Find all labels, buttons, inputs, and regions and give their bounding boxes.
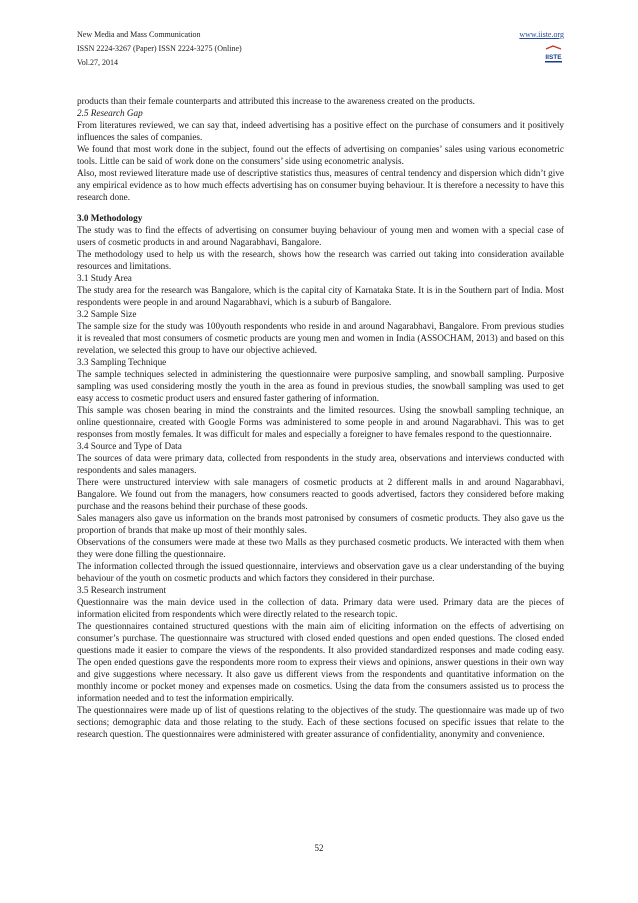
svg-text:IISTE: IISTE [545, 54, 562, 61]
paragraph: The sample techniques selected in administering the questionnaire were purposive sampling, and snowball sampling. Purposive sampling was used considering mostly the youth in the area as found in previous studies, the snowball sampling was used to get easy access to cosmetic product users and ensured faster gathering of information. [77, 369, 564, 403]
paragraph: 3.2 Sample Size [77, 309, 137, 319]
paragraph: Observations of the consumers were made at these two Malls as they purchased cosmetic products. We interacted with them when they were done filling the questionnaire. [77, 537, 564, 559]
journal-website-link[interactable]: www.iiste.org [519, 30, 564, 39]
paragraph: 3.5 Research instrument [77, 585, 167, 595]
paragraph: 3.1 Study Area [77, 273, 132, 283]
subsection-heading: 2.5 Research Gap [77, 108, 143, 118]
paragraph: The sources of data were primary data, collected from respondents in the study area, observations and interviews conducted with respondents and sales managers. [77, 453, 564, 475]
iiste-logo [543, 45, 564, 66]
page-number: 52 [314, 843, 324, 853]
section-heading: 3.0 Methodology [77, 213, 143, 223]
paragraph: The questionnaires were made up of list of questions relating to the objectives of the study. The questionnaire was made up of two sections; demographic data and those relating to the study. Each of these sections focused on specific issues that relate to the research question. The questionnaires were administered with greater assurance of confidentiality, anonymity and convenience. [77, 705, 564, 739]
paragraph: products than their female counterparts and attributed this increase to the awareness created on the products. [77, 96, 475, 106]
paragraph: 3.3 Sampling Technique [77, 357, 167, 367]
page-header [77, 28, 564, 70]
paragraph: From literatures reviewed, we can say that, indeed advertising has a positive effect on the purchase of consumers and it positively influences the sales of companies. [77, 120, 564, 142]
paragraph: Sales managers also gave us information on the brands most patronised by consumers of cosmetic products. They also gave us the proportion of brands that make up most of their monthly sales. [77, 513, 564, 535]
journal-name: New Media and Mass Communication [77, 30, 201, 39]
paragraph: There were unstructured interview with sale managers of cosmetic products at 2 different malls in and around Nagarabhavi, Bangalore. We found out from the managers, how consumers reacted to goods advertised, factors they considered before making purchase and the reasons behind their purchase of these goods. [77, 477, 564, 511]
paragraph: 3.4 Source and Type of Data [77, 441, 182, 451]
issn-line: ISSN 2224-3267 (Paper) ISSN 2224-3275 (Online) [77, 44, 242, 53]
volume-line: Vol.27, 2014 [77, 58, 118, 67]
paragraph: The study area for the research was Bangalore, which is the capital city of Karnataka State. It is in the Southern part of India. Most respondents were people in and around Nagarabhavi, which is a suburb of Bangalore. [77, 285, 564, 307]
paragraph: This sample was chosen bearing in mind the constraints and the limited resources. Using the snowball sampling technique, an online questionnaire, created with Google Forms was administered to some people in and around Nagarabhavi. This was to get responses from mostly females. It was difficult for males and especially a foreigner to have females respond to the questionnaire. [77, 405, 564, 439]
paragraph: Also, most reviewed literature made use of descriptive statistics thus, measures of central tendency and dispersion which didn’t give any empirical evidence as to how much effects advertising has on consumer buying behaviour. It is therefore a necessity to have this research done. [77, 168, 564, 202]
paragraph: The methodology used to help us with the research, shows how the research was carried out taking into consideration available resources and limitations. [77, 249, 564, 271]
paragraph: We found that most work done in the subject, found out the effects of advertising on companies’ sales using various econometric tools. Little can be said of work done on the consumers’ side using econometric analysis. [77, 144, 564, 166]
paragraph: Questionnaire was the main device used in the collection of data. Primary data were used. Primary data are the pieces of information elicited from respondents which were directly related to the research topic. [77, 597, 564, 619]
article-body [77, 95, 564, 740]
section-spacer [77, 203, 564, 212]
paragraph: The questionnaires contained structured questions with the main aim of eliciting information on the effects of advertising on consumer’s purchase. The questionnaire was structured with closed ended questions and open ended questions. The closed ended questions made it easier to compare the views of the respondents. It also provided standardized responses and made coding easy. The open ended questions gave the respondents more room to express their views and opinions, answer questions in their own way and give suggestions where necessary. It also gave us different views from the respondents and quantitative information on the monthly income or pocket money and expenses made on cosmetics. Using the data from the consumers assisted us to process the information needed and to test the information empirically. [77, 621, 564, 703]
paragraph: The information collected through the issued questionnaire, interviews and observation gave us a clear understanding of the buying behaviour of the youth on cosmetic products and which factors they considered in their purchase. [77, 561, 564, 583]
paragraph: The study was to find the effects of advertising on consumer buying behaviour of young men and women with a special case of users of cosmetic products in and around Nagarabhavi, Bangalore. [77, 225, 564, 247]
paragraph: The sample size for the study was 100youth respondents who reside in and around Nagarabhavi, Bangalore. From previous studies it is revealed that most consumers of cosmetic products are young men and women in India (ASSOCHAM, 2013) and based on this revelation, we selected this group to have our objective achieved. [77, 321, 564, 355]
